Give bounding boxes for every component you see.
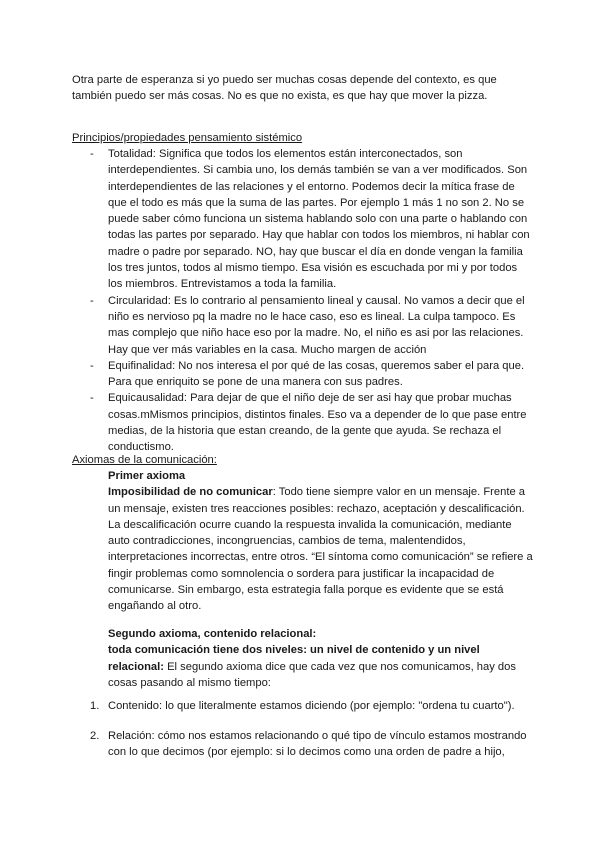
list-item-text: Equicausalidad: Para dejar de que el niño deje de ser asi hay que probar muchas cosas.mMismos principios, distintos finales. Eso va a depender de lo que pase entre medias, de la historia que estan creando, de la gente que ayuda. Se rechaza el conductismo.: [108, 392, 527, 454]
section-heading-axiomas: Axiomas de la comunicación:: [72, 454, 217, 466]
axiom-1-paragraph: [108, 484, 536, 614]
item-number: 2.: [90, 730, 100, 742]
axiom-1-title: Primer axioma: [108, 470, 186, 482]
bullet-dash: -: [90, 148, 94, 160]
axiom-2-paragraph: [108, 642, 538, 691]
list-item: [90, 698, 536, 714]
list-item-text: Contenido: lo que literalmente estamos diciendo (por ejemplo: "ordena tu cuarto").: [108, 700, 515, 712]
list-item: [90, 146, 534, 293]
bullet-dash: -: [90, 294, 94, 307]
numbered-item-1: [90, 698, 536, 714]
list-item: [90, 293, 534, 358]
intro-paragraph: Otra parte de esperanza si yo puedo ser muchas cosas depende del contexto, es que también puedo ser más cosas. No es que no exista, es que hay que mover la pizza.: [72, 74, 497, 103]
list-item: [90, 358, 534, 391]
axiom-2-lead: toda comunicación tiene dos niveles: un nivel de contenido y un nivel relacional:: [108, 644, 480, 673]
numbered-item-2: [90, 728, 536, 761]
bullet-dash: -: [90, 359, 94, 372]
section-heading-principios: Principios/propiedades pensamiento sistémico: [72, 132, 303, 144]
list-item: [90, 728, 536, 761]
item-number: 1.: [90, 700, 100, 712]
axiom-2-body: El segundo axioma dice que cada vez que nos comunicamos, hay dos cosas pasando al mismo tiempo:: [108, 660, 516, 689]
list-item-text: Relación: cómo nos estamos relacionando o qué tipo de vínculo estamos mostrando con lo que decimos (por ejemplo: si lo decimos como una orden de padre a hijo,: [108, 730, 527, 759]
list-item: [90, 390, 534, 455]
bullet-dash: -: [90, 392, 94, 405]
axiom-1-lead: Imposibilidad de no comunicar: [108, 486, 273, 499]
axiom-1: [108, 468, 536, 615]
list-item-text: Circularidad: Es lo contrario al pensamiento lineal y causal. No vamos a decir que el niño es nervioso pq la madre no le hace caso, eso es lineal. La culpa tampoco. Es mas complejo que niño hace eso por la madre. No, el niño es asi por las relaciones. Hay que ver más variables en la casa. Mucho margen de acción: [108, 294, 525, 356]
axiom-2-title: Segundo axioma, contenido relacional:: [108, 628, 317, 640]
list-item-text: Totalidad: Significa que todos los elementos están interconectados, son interdependientes. Si cambia uno, los demás también se van a ver modificados. Son interdependientes de las relaciones y el entorno. Podemos decir la mítica frase de que el todo es más que la suma de las partes. Por ejemplo 1 más 1 no son 2. No se puede saber cómo funciona un sistema hablando solo con una parte o hablando con todas las partes por separado. Hay que hablar con todos los miembros, ni hablar con madre o padre por separado. NO, hay que buscar el día en donde vengan la familia los tres juntos, todos al mismo tiempo. Esa visión es escuchada por mi y por todos los miembros. Entrevistamos a toda la familia.: [108, 148, 530, 291]
axiom-2: [108, 626, 538, 691]
axiom-1-body: : Todo tiene siempre valor en un mensaje. Frente a un mensaje, existen tres reacciones posibles: rechazo, aceptación y descalificación. La descalificación ocurre cuando la respuesta invalida la comunicación, mediante auto contradicciones, incongruencias, cambios de tema, malentendidos, interpretaciones incorrectas, entre otros. “El síntoma como comunicación” se refiere a fingir problemas como somnolencia o sordera para justificar la incapacidad de comunicarse. Sin embargo, esta estrategia falla porque es evidente que se está engañando al otro.: [108, 486, 533, 613]
list-item-text: Equifinalidad: No nos interesa el por qué de las cosas, queremos saber el para que. Para que enriquito se pone de una manera con sus padres.: [108, 359, 525, 389]
principles-list: [90, 146, 534, 456]
